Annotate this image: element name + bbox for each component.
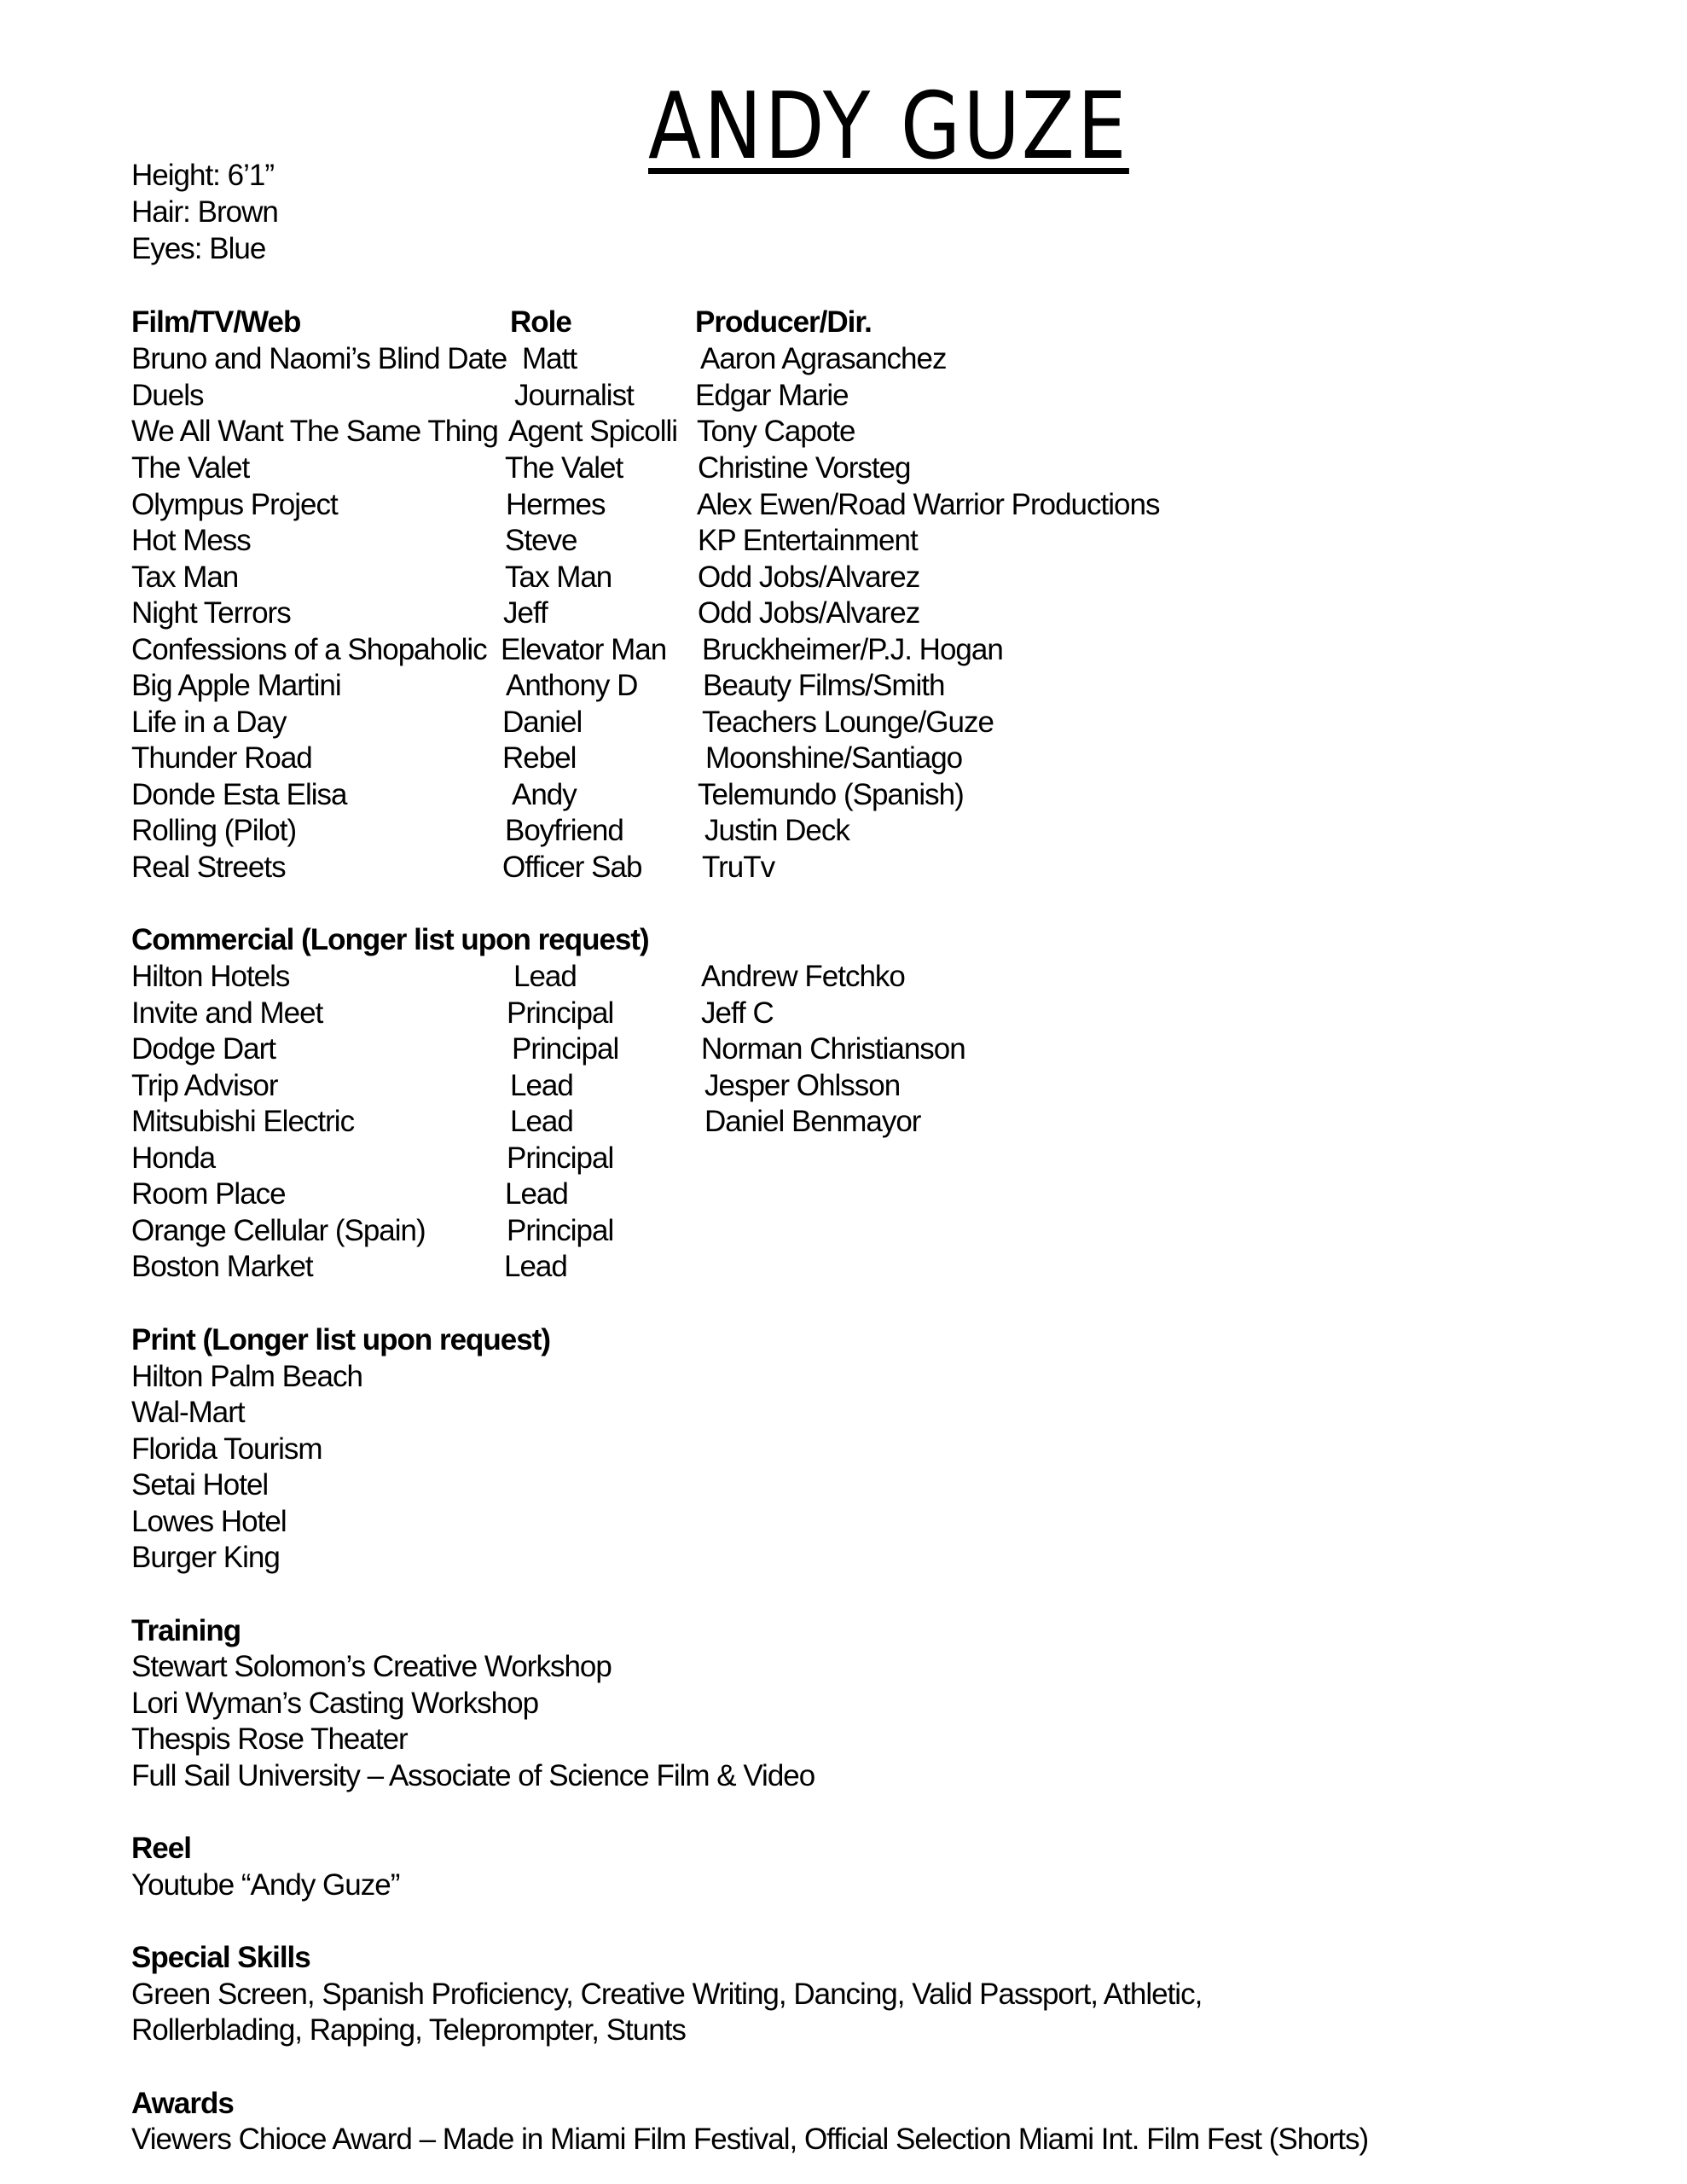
film-title: Real Streets (131, 851, 286, 884)
film-producer: Aaron Agrasanchez (700, 342, 947, 375)
film-title: Hot Mess (131, 524, 251, 557)
film-header-producer: Producer/Dir. (695, 305, 872, 339)
film-role: Officer Sab (502, 851, 642, 884)
film-role: The Valet (505, 451, 623, 485)
film-producer: Odd Jobs/Alvarez (698, 561, 920, 594)
film-header-role: Role (510, 305, 571, 339)
commercial-title: Mitsubishi Electric (131, 1105, 355, 1138)
print-item: Hilton Palm Beach (131, 1360, 362, 1393)
film-title: Olympus Project (131, 488, 338, 521)
film-role: Rebel (502, 741, 577, 775)
print-item: Lowes Hotel (131, 1505, 287, 1538)
film-producer: Telemundo (Spanish) (698, 778, 964, 811)
commercial-director: Jesper Ohlsson (704, 1069, 901, 1102)
film-producer: Bruckheimer/P.J. Hogan (702, 633, 1003, 666)
film-title: Life in a Day (131, 706, 287, 739)
film-role: Elevator Man (501, 633, 667, 666)
training-header: Training (131, 1614, 241, 1647)
commercial-title: Trip Advisor (131, 1069, 278, 1102)
film-producer: Edgar Marie (695, 379, 849, 412)
film-title: Donde Esta Elisa (131, 778, 347, 811)
height-stat: Height: 6’1” (131, 159, 274, 192)
film-title: The Valet (131, 451, 250, 485)
commercial-director: Norman Christianson (701, 1032, 965, 1066)
film-role: Journalist (514, 379, 634, 412)
film-role: Agent Spicolli (508, 415, 678, 448)
film-title: Bruno and Naomi’s Blind Date (131, 342, 507, 375)
commercial-director: Daniel Benmayor (704, 1105, 921, 1138)
commercial-role: Lead (510, 1105, 573, 1138)
commercial-role: Lead (504, 1250, 567, 1283)
commercial-role: Principal (507, 1141, 614, 1175)
commercial-title: Hilton Hotels (131, 960, 290, 993)
film-role: Andy (512, 778, 577, 811)
film-title: Confessions of a Shopaholic (131, 633, 487, 666)
commercial-title: Room Place (131, 1177, 286, 1211)
film-producer: Moonshine/Santiago (705, 741, 963, 775)
reel-item: Youtube “Andy Guze” (131, 1868, 400, 1902)
film-producer: Odd Jobs/Alvarez (698, 596, 920, 630)
film-title: Thunder Road (131, 741, 312, 775)
film-role: Tax Man (505, 561, 612, 594)
film-role: Jeff (503, 596, 548, 630)
training-item: Full Sail University – Associate of Science Film & Video (131, 1759, 815, 1792)
film-producer: KP Entertainment (698, 524, 918, 557)
hair-stat: Hair: Brown (131, 195, 278, 229)
film-header-title: Film/TV/Web (131, 305, 301, 339)
commercial-role: Principal (512, 1032, 619, 1066)
training-item: Stewart Solomon’s Creative Workshop (131, 1650, 612, 1683)
awards-item: Viewers Chioce Award – Made in Miami Film Festival, Official Selection Miami Int. Film Fest (Shorts) (131, 2123, 1369, 2156)
commercial-director: Jeff C (701, 996, 774, 1030)
film-role: Daniel (502, 706, 583, 739)
film-producer: TruTv (702, 851, 775, 884)
film-producer: Beauty Films/Smith (703, 669, 945, 702)
skills-item: Green Screen, Spanish Proficiency, Creative Writing, Dancing, Valid Passport, Athletic, (131, 1978, 1203, 2011)
film-role: Steve (505, 524, 577, 557)
film-title: Big Apple Martini (131, 669, 341, 702)
commercial-header: Commercial (Longer list upon request) (131, 923, 649, 956)
film-role: Matt (522, 342, 577, 375)
commercial-title: Honda (131, 1141, 216, 1175)
film-title: Duels (131, 379, 204, 412)
print-item: Setai Hotel (131, 1468, 269, 1502)
commercial-role: Principal (507, 1214, 614, 1247)
film-producer: Tony Capote (697, 415, 855, 448)
print-header: Print (Longer list upon request) (131, 1323, 551, 1356)
film-title: Rolling (Pilot) (131, 814, 297, 847)
commercial-role: Lead (510, 1069, 573, 1102)
commercial-role: Principal (507, 996, 614, 1030)
print-item: Florida Tourism (131, 1432, 322, 1466)
commercial-title: Dodge Dart (131, 1032, 275, 1066)
commercial-role: Lead (513, 960, 577, 993)
commercial-title: Boston Market (131, 1250, 313, 1283)
film-role: Anthony D (506, 669, 638, 702)
training-item: Thespis Rose Theater (131, 1722, 408, 1756)
skills-item: Rollerblading, Rapping, Teleprompter, Stunts (131, 2013, 686, 2047)
commercial-title: Orange Cellular (Spain) (131, 1214, 426, 1247)
print-item: Burger King (131, 1541, 280, 1574)
training-item: Lori Wyman’s Casting Workshop (131, 1687, 539, 1720)
film-title: Tax Man (131, 561, 239, 594)
film-role: Boyfriend (505, 814, 623, 847)
film-title: We All Want The Same Thing (131, 415, 498, 448)
commercial-role: Lead (505, 1177, 568, 1211)
film-producer: Teachers Lounge/Guze (702, 706, 994, 739)
film-producer: Christine Vorsteg (698, 451, 911, 485)
film-title: Night Terrors (131, 596, 291, 630)
eyes-stat: Eyes: Blue (131, 232, 266, 265)
commercial-director: Andrew Fetchko (701, 960, 905, 993)
resume-name-title: ANDY GUZE (648, 73, 1129, 180)
skills-header: Special Skills (131, 1941, 310, 1974)
film-producer: Justin Deck (704, 814, 849, 847)
print-item: Wal-Mart (131, 1396, 245, 1429)
film-producer: Alex Ewen/Road Warrior Productions (697, 488, 1160, 521)
film-role: Hermes (506, 488, 606, 521)
awards-header: Awards (131, 2087, 234, 2120)
reel-header: Reel (131, 1832, 191, 1865)
commercial-title: Invite and Meet (131, 996, 323, 1030)
